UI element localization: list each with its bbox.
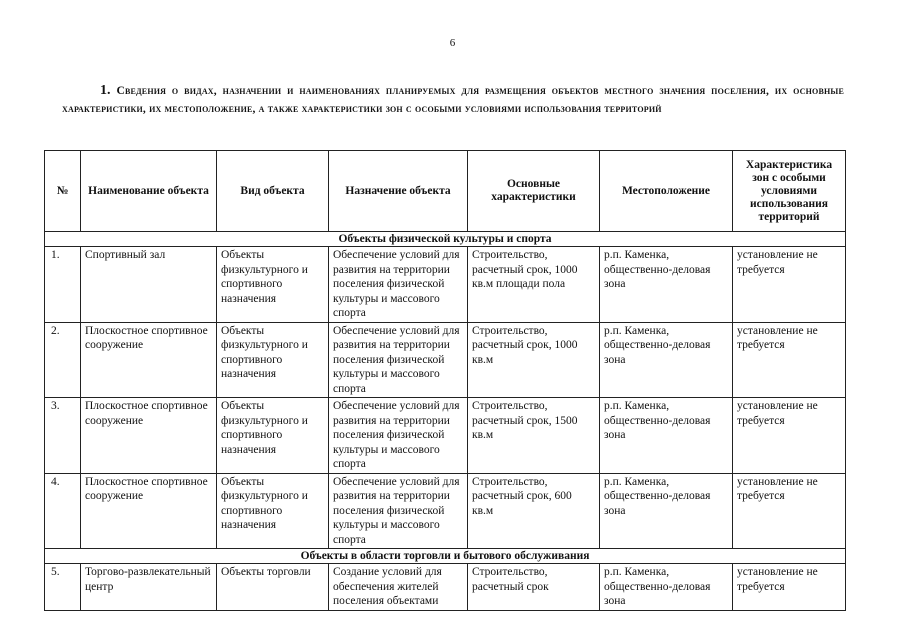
cell-main-characteristics: Строительство, расчетный срок, 1000 кв.м <box>468 322 600 398</box>
cell-special-zones: установление не требуется <box>733 247 846 323</box>
table-row <box>45 473 846 549</box>
section-title: Объекты в области торговли и бытового обслуживания <box>45 549 846 564</box>
table-header-row <box>45 151 846 232</box>
header-object-purpose: Назначение объекта <box>329 151 468 232</box>
cell-number: 3. <box>45 398 81 474</box>
header-location: Местоположение <box>600 151 733 232</box>
cell-object-purpose: Обеспечение условий для развития на территории поселения физической культуры и массового спорта <box>329 247 468 323</box>
section-title: Объекты физической культуры и спорта <box>45 232 846 247</box>
page-number: 6 <box>449 37 456 49</box>
cell-number: 1. <box>45 247 81 323</box>
cell-number: 5. <box>45 564 81 611</box>
cell-special-zones: установление не требуется <box>733 322 846 398</box>
cell-object-name: Плоскостное спортивное сооружение <box>81 473 217 549</box>
cell-location: р.п. Каменка, общественно-деловая зона <box>600 473 733 549</box>
cell-object-name: Плоскостное спортивное сооружение <box>81 398 217 474</box>
section-row <box>45 232 846 247</box>
planned-objects-table <box>44 150 846 611</box>
cell-object-name: Торгово-развлекательный центр <box>81 564 217 611</box>
cell-object-purpose: Обеспечение условий для развития на территории поселения физической культуры и массового спорта <box>329 398 468 474</box>
cell-object-type: Объекты торговли <box>217 564 329 611</box>
heading-number: 1. <box>100 83 111 98</box>
cell-special-zones: установление не требуется <box>733 398 846 474</box>
cell-object-name: Спортивный зал <box>81 247 217 323</box>
cell-main-characteristics: Строительство, расчетный срок <box>468 564 600 611</box>
cell-special-zones: установление не требуется <box>733 564 846 611</box>
heading-text: Сведения о видах, назначении и наименованиях планируемых для размещения объектов местного значения поселения, их основные характеристики, их местоположение, а также характеристики зон с особыми условиями использования территорий <box>62 85 844 115</box>
cell-number: 2. <box>45 322 81 398</box>
cell-special-zones: установление не требуется <box>733 473 846 549</box>
header-special-zones: Характеристика зон с особыми условиями использования территорий <box>733 151 846 232</box>
table-row <box>45 247 846 323</box>
cell-object-type: Объекты физкультурного и спортивного назначения <box>217 398 329 474</box>
table-row <box>45 398 846 474</box>
header-main-characteristics: Основные характеристики <box>468 151 600 232</box>
cell-object-name: Плоскостное спортивное сооружение <box>81 322 217 398</box>
cell-object-purpose: Обеспечение условий для развития на территории поселения физической культуры и массового спорта <box>329 322 468 398</box>
table-row <box>45 564 846 611</box>
cell-object-type: Объекты физкультурного и спортивного назначения <box>217 247 329 323</box>
cell-object-purpose: Обеспечение условий для развития на территории поселения физической культуры и массового спорта <box>329 473 468 549</box>
cell-object-purpose: Создание условий для обеспечения жителей поселения объектами <box>329 564 468 611</box>
header-object-type: Вид объекта <box>217 151 329 232</box>
cell-number: 4. <box>45 473 81 549</box>
cell-location: р.п. Каменка, общественно-деловая зона <box>600 398 733 474</box>
cell-location: р.п. Каменка, общественно-деловая зона <box>600 247 733 323</box>
cell-object-type: Объекты физкультурного и спортивного назначения <box>217 322 329 398</box>
section-heading <box>62 82 844 118</box>
cell-main-characteristics: Строительство, расчетный срок, 1500 кв.м <box>468 398 600 474</box>
header-object-name: Наименование объекта <box>81 151 217 232</box>
table-row <box>45 322 846 398</box>
cell-location: р.п. Каменка, общественно-деловая зона <box>600 564 733 611</box>
cell-main-characteristics: Строительство, расчетный срок, 600 кв.м <box>468 473 600 549</box>
header-number: № <box>45 151 81 232</box>
cell-main-characteristics: Строительство, расчетный срок, 1000 кв.м площади пола <box>468 247 600 323</box>
cell-location: р.п. Каменка, общественно-деловая зона <box>600 322 733 398</box>
section-row <box>45 549 846 564</box>
cell-object-type: Объекты физкультурного и спортивного назначения <box>217 473 329 549</box>
